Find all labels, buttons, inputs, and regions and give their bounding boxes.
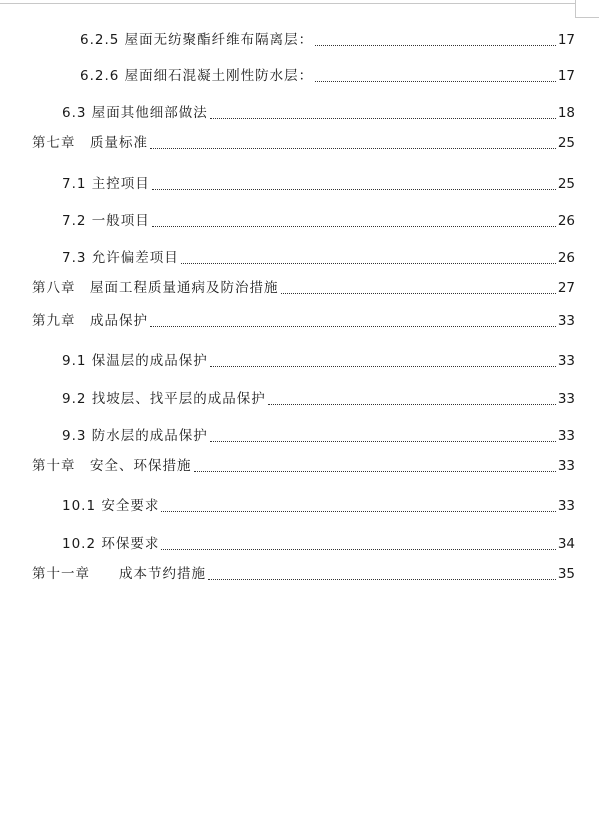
toc-page-number: 27 [557, 280, 575, 296]
toc-entry-text: 6.2.6 屋面细石混凝土刚性防水层： [80, 68, 314, 84]
toc-entry-text: 7.2 一般项目 [62, 213, 150, 229]
toc-page-number: 33 [557, 391, 575, 407]
toc-page-number: 33 [557, 313, 575, 329]
dot-leader [281, 293, 556, 294]
toc-entry-text: 6.3 屋面其他细部做法 [62, 105, 208, 121]
toc-entry-text: 9.2 找坡层、找平层的成品保护 [62, 391, 266, 407]
toc-entry[interactable] [32, 566, 575, 583]
toc-page-number: 26 [557, 213, 575, 229]
toc-page-number: 26 [557, 250, 575, 266]
toc-page-number: 17 [557, 32, 575, 48]
dot-leader [152, 189, 556, 190]
dot-leader [161, 549, 555, 550]
toc-entry-text: 9.1 保温层的成品保护 [62, 353, 208, 369]
toc-entry[interactable] [62, 213, 575, 230]
dot-leader [208, 579, 556, 580]
toc-page-number: 25 [557, 135, 575, 151]
toc-entry[interactable] [32, 458, 575, 475]
toc-page-number: 35 [557, 566, 575, 582]
toc-entry-text: 7.3 允许偏差项目 [62, 250, 179, 266]
toc-page-number: 33 [557, 458, 575, 474]
toc-entry[interactable] [80, 68, 575, 85]
toc-entry-text: 7.1 主控项目 [62, 176, 150, 192]
toc-entry[interactable] [62, 536, 575, 553]
toc-entry-text: 第九章 成品保护 [32, 313, 148, 329]
toc-entry[interactable] [62, 428, 575, 445]
dot-leader [181, 263, 556, 264]
dot-leader [150, 326, 556, 327]
toc-entry-text: 10.2 环保要求 [62, 536, 160, 552]
toc-entry[interactable] [62, 391, 575, 408]
toc-page-number: 17 [557, 68, 575, 84]
toc-entry-text: 9.3 防水层的成品保护 [62, 428, 208, 444]
dot-leader [161, 511, 555, 512]
page-corner-mark [575, 0, 576, 18]
toc-entry[interactable] [62, 176, 575, 193]
page-corner-mark-horizontal [575, 17, 599, 18]
page-top-border [0, 3, 575, 4]
toc-entry[interactable] [62, 250, 575, 267]
toc-entry-text: 10.1 安全要求 [62, 498, 160, 514]
toc-entry[interactable] [62, 498, 575, 515]
toc-page-number: 18 [557, 105, 575, 121]
dot-leader [315, 45, 556, 46]
toc-entry[interactable] [32, 280, 575, 297]
toc-entry-text: 第十一章 成本节约措施 [32, 566, 206, 582]
toc-entry[interactable] [62, 353, 575, 370]
toc-entry[interactable] [80, 32, 575, 49]
dot-leader [194, 471, 556, 472]
toc-page-number: 33 [557, 353, 575, 369]
toc-entry[interactable] [32, 135, 575, 152]
dot-leader [152, 226, 556, 227]
toc-entry[interactable] [32, 313, 575, 330]
toc-page-number: 25 [557, 176, 575, 192]
toc-entry-text: 第七章 质量标准 [32, 135, 148, 151]
toc-entry-text: 6.2.5 屋面无纺聚酯纤维布隔离层： [80, 32, 314, 48]
toc-page-number: 34 [557, 536, 575, 552]
dot-leader [210, 118, 556, 119]
dot-leader [210, 441, 556, 442]
dot-leader [210, 366, 556, 367]
toc-entry-text: 第十章 安全、环保措施 [32, 458, 192, 474]
toc-entry[interactable] [62, 105, 575, 122]
toc-entry-text: 第八章 屋面工程质量通病及防治措施 [32, 280, 279, 296]
toc-page-number: 33 [557, 498, 575, 514]
toc-page-number: 33 [557, 428, 575, 444]
dot-leader [268, 404, 556, 405]
dot-leader [315, 81, 556, 82]
dot-leader [150, 148, 556, 149]
